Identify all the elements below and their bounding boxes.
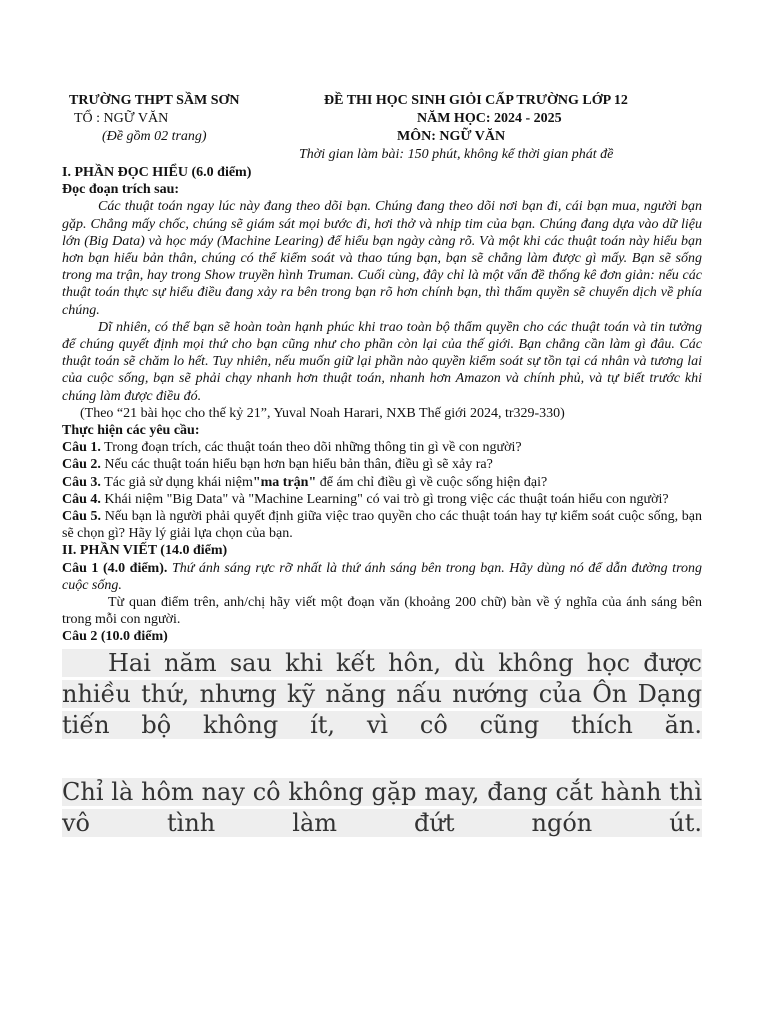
subject: MÔN: NGỮ VĂN: [397, 129, 506, 144]
exam-page: [62, 92, 702, 839]
writing-question-2-paragraph-1: [62, 648, 702, 741]
passage-paragraph-2: Dĩ nhiên, có thể bạn sẽ hoàn toàn hạnh phúc khi trao toàn bộ thẩm quyền cho các thuật toán và tin tưởng để chúng quyết định mọi thứ cho bạn cũng như cho phần còn lại của thế giới. Bạn chẳng cần làm gì đâu. Các thuật toán sẽ chăm lo hết. Tuy nhiên, nếu muốn giữ lại phần nào quyền kiểm soát sự tồn tại cá nhân và tương lai của cuộc sống, bạn sẽ phải chạy nhanh hơn thuật toán, nhanh hơn Amazon và chính phủ, và tự biết trước khi chúng làm được điều đó.: [62, 319, 702, 404]
question-2-label: Câu 2.: [62, 457, 101, 473]
passage-paragraph-1: Các thuật toán ngay lúc này đang theo dõi bạn. Chúng đang theo dõi nơi bạn đi, cái bạn mua, người bạn gặp. Chẳng mấy chốc, chúng sẽ giám sát mọi bước đi, hơi thở và nhịp tim của bạn. Chúng đang dựa vào dữ liệu lớn (Big Data) và học máy (Machine Learing) để hiểu bạn ngày càng rõ. Và một khi các thuật toán này hiểu bạn hơn bạn hiểu bản thân, chúng có thể kiểm soát và thao túng bạn, bạn sẽ chẳng làm được gì mấy. Bạn sẽ sống trong ma trận, hay trong Show truyền hình Truman. Cuối cùng, đây chỉ là một vấn đề thống kê đơn giản: nếu các thuật toán thực sự hiểu điều đang xảy ra bên trong bạn rõ hơn chính bạn, thì thẩm quyền sẽ chuyển dịch về phía chúng.: [62, 199, 702, 318]
part1-title: I. PHẦN ĐỌC HIỂU (6.0 điểm): [62, 165, 252, 180]
question-3-post: để ám chỉ điều gì về cuộc sống hiện đại?: [319, 474, 548, 490]
exam-header: [62, 92, 702, 164]
question-2-text: Nếu các thuật toán hiểu bạn hơn bạn hiểu bản thân, điều gì sẽ xảy ra?: [104, 457, 493, 473]
writing-question-1-label: Câu 1 (4.0 điểm).: [62, 560, 168, 576]
writing-question-2-text-1: Hai năm sau khi kết hôn, dù không học được nhiều thứ, nhưng kỹ năng nấu nướng của Ôn Dạng tiến bộ không ít, vì cô cũng thích ăn.: [62, 648, 702, 739]
question-3-label: Câu 3.: [62, 474, 101, 490]
question-3-term: "ma trận": [252, 474, 317, 490]
writing-question-2-label: Câu 2 (10.0 điểm): [62, 629, 168, 645]
writing-question-1-quote: Thứ ánh sáng rực rỡ nhất là thứ ánh sáng bên trong bạn. Hãy dùng nó để dẫn đường trong cuộc sống.: [62, 560, 702, 593]
read-label: Đọc đoạn trích sau:: [62, 182, 180, 198]
school-year: NĂM HỌC: 2024 - 2025: [417, 111, 562, 126]
writing-question-1-task: Từ quan điểm trên, anh/chị hãy viết một đoạn văn (khoảng 200 chữ) bàn về ý nghĩa của ánh sáng bên trong mỗi con người.: [62, 595, 702, 628]
question-2: [62, 456, 702, 473]
part2-title: II. PHẦN VIẾT (14.0 điểm): [62, 543, 228, 559]
question-5-label: Câu 5.: [62, 509, 102, 525]
task-label: Thực hiện các yêu cầu:: [62, 423, 200, 439]
writing-question-2-text-2: Chỉ là hôm nay cô không gặp may, đang cắt hành thì vô tình làm đứt ngón út.: [62, 777, 702, 837]
question-1-text: Trong đoạn trích, các thuật toán theo dõi những thông tin gì về con người?: [104, 440, 522, 456]
pages-note: (Đề gồm 02 trang): [102, 129, 207, 144]
school-name: TRƯỜNG THPT SẦM SƠN: [69, 93, 240, 108]
exam-title: ĐỀ THI HỌC SINH GIỎI CẤP TRƯỜNG LỚP 12: [324, 93, 628, 108]
question-5-text: Nếu bạn là người phải quyết định giữa việc trao quyền cho các thuật toán hay tự kiểm soát cuộc sống, bạn sẽ chọn gì? Hãy lý giải lựa chọn của bạn.: [62, 509, 703, 542]
question-5: [62, 508, 702, 542]
question-3: [62, 474, 702, 491]
passage-source: (Theo “21 bài học cho thế kỷ 21”, Yuval Noah Harari, NXB Thế giới 2024, tr329-330): [80, 405, 565, 421]
writing-question-1: [62, 560, 702, 594]
department-name: TỔ : NGỮ VĂN: [74, 111, 169, 126]
paragraph-spacer: [62, 741, 702, 775]
time-note: Thời gian làm bài: 150 phút, không kể thời gian phát đề: [299, 147, 614, 162]
question-1-label: Câu 1.: [62, 440, 101, 456]
question-4-label: Câu 4.: [62, 491, 101, 507]
question-3-pre: Tác giả sử dụng khái niệm: [104, 474, 253, 490]
question-4: [62, 491, 702, 508]
writing-question-2-paragraph-2: [62, 777, 702, 839]
question-1: [62, 439, 702, 456]
question-4-text: Khái niệm "Big Data" và "Machine Learning" có vai trò gì trong việc các thuật toán hiểu con người?: [104, 491, 669, 507]
